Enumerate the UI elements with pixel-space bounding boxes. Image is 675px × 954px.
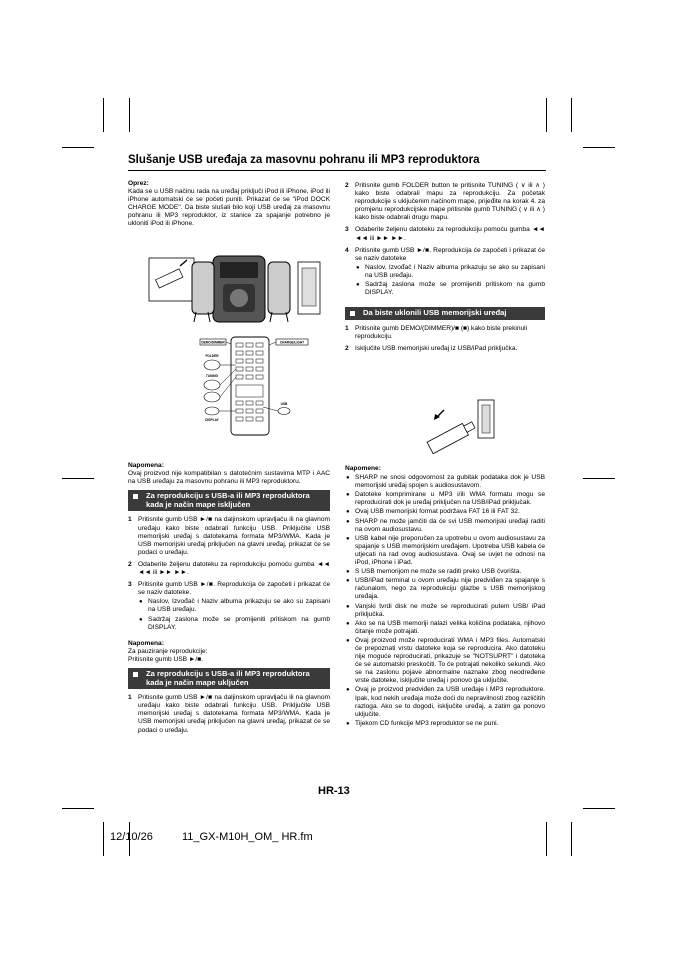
left-column-top xyxy=(128,180,330,229)
crop-mark xyxy=(546,98,547,132)
step-item: 1 Pritisnite gumb DEMO/(DIMMER)/■ (■) kako biste prekinuli reprodukciju. xyxy=(345,324,528,340)
banner1-text: Za reprodukciju s USB-a ili MP3 reproduktora kada je način mape isključen xyxy=(146,491,310,509)
crop-mark xyxy=(571,98,572,132)
step-item: 1 Pritisnite gumb USB ►/■ na daljinskom upravljaču ili na glavnom uređaju kako biste odabrali funkciju USB. Priključite USB memorijski uređaj s datotekama formata MP3/WMA. Kada je USB memorijski uređaj priključen na glavni uređaj, prikazat će se podaci o uređaju. xyxy=(128,516,330,556)
right-column xyxy=(345,182,545,353)
crop-mark xyxy=(129,98,130,132)
bullet-text: Naslov, Izvođač i Naziv albuma prikazuju se ako su zapisani na USB uređaju. xyxy=(148,598,330,614)
crop-mark xyxy=(571,822,572,856)
footer-date: 12/10/26 xyxy=(110,831,153,843)
note-text: Ovaj proizvod može reproducirati WMA i MP3 files. Automatski će prepoznati vrstu datoteke koja se reproducira. Ako datoteku nije moguće reproducirati, prikazuje se "NOTSUPRT" i datoteka će se automatski preskočiti. To će potrajati nekoliko sekundi. Ako se na zaslonu pojave abnormalne naznake zbog neodređene vrste datoteke, isključite uređaj i ponovo ga uključite. xyxy=(355,636,545,685)
section-banner xyxy=(128,668,330,689)
note-item xyxy=(345,603,545,619)
usb-device-illustration xyxy=(148,252,324,326)
crop-mark xyxy=(583,808,615,809)
title-rule xyxy=(128,170,546,171)
note-item xyxy=(345,686,545,718)
step-text: Odaberite željenu datoteku za reprodukciju pomoću gumba ◄◄ ◄◄ ili ►► ►►. xyxy=(355,226,545,242)
note-item xyxy=(345,637,545,686)
page-number: HR-13 xyxy=(318,785,350,797)
note2-heading: Napomena: xyxy=(128,639,164,647)
bullet-text: Sadržaj zaslona može se promijeniti pritiskom na gumb DISPLAY. xyxy=(365,281,545,297)
banner3-text: Da biste uklonili USB memorijski uređaj xyxy=(363,308,507,318)
crop-mark xyxy=(62,808,94,809)
crop-mark xyxy=(62,478,94,479)
crop-mark xyxy=(62,147,94,148)
notes-list xyxy=(345,474,545,728)
note-text: SHARP ne može jamčiti da će svi USB memorijski uređaji raditi na ovom audiosustavu. xyxy=(355,517,545,533)
step-text: Pritisnite gumb FOLDER button te pritisnite TUNING ( ∨ ili ∧ ) kako biste odabrali mapu za reprodukciju. Za početak reprodukcije s uključenim načinom mape, prijeđite na korak 4. za promjenu reprodukcijske mape pritisnite gumb TUNING ( ∨ ili ∧ ) kako biste odabrali drugu mapu. xyxy=(355,182,545,222)
remote-control-illustration xyxy=(198,335,320,437)
step-item: 2 Odaberite željenu datoteku za reprodukciju pomoću gumba ◄◄ ◄◄ ili ►► ►►. xyxy=(128,560,330,577)
page-title: Slušanje USB uređaja za masovnu pohranu ili MP3 reproduktora xyxy=(128,154,480,166)
step-item: 3 Pritisnite gumb USB ►/■. Reprodukcija će započeti i prikazat će se naziv datoteke. xyxy=(128,581,330,597)
crop-mark xyxy=(583,478,615,479)
caution-text: Kada se u USB načinu rada na uređaj priključi iPod ili iPhone, iPod ili iPhone automatski će se početi puniti. Prikazat će se "iPod DOCK CHARGE MODE". Da biste slušali bilo koji USB uređaj za masovnu pohranu ili MP3 reproduktor, iz stanice za spajanje potrebno je ukloniti iPod ili iPhone. xyxy=(128,188,330,228)
note-item xyxy=(345,720,545,728)
note-text: S USB memorijom ne može se raditi preko USB čvorišta. xyxy=(355,568,522,576)
note1-heading: Napomena: xyxy=(128,462,164,469)
note-item xyxy=(345,568,545,576)
step-text: Pritisnite gumb USB ►/■. Reprodukcija će započeti i prikazat će se naziv datoteke xyxy=(355,246,545,262)
note-item xyxy=(345,491,545,507)
crop-mark xyxy=(546,822,547,856)
note2-line: Za pauziranje reprodukcije: xyxy=(128,647,208,655)
crop-mark xyxy=(103,822,104,856)
note-text: Ako se na USB memoriji nalazi velika količina podataka, njihovo čitanje može potrajati. xyxy=(355,619,545,635)
note-text: USB kabel nije preporučen za upotrebu u ovom audiosustavu za spajanje s USB memorijskim uređajem. Upotreba USB kabela će utjecati na rad ovog audiosustava. Ovaj se uvjet ne odnosi na iPod, iPhone i iPad. xyxy=(355,534,545,567)
note-text: SHARP ne snosi odgovornost za gubitak podataka dok je USB memorijski uređaj spojen s audiosustavom. xyxy=(355,474,545,490)
note-text: Datoteke komprimirane u MP3 i/ili WMA formatu mogu se reproducirati dok je uređaj priključen na USB/iPad priključak. xyxy=(355,491,545,507)
note-item xyxy=(345,620,545,636)
bullet-item xyxy=(355,264,545,280)
banner2-text: Za reprodukciju s USB-a ili MP3 reproduktora kada je način mape uključen xyxy=(146,668,310,687)
remote-label-charge: CHARGE/LIGHT xyxy=(279,340,305,345)
section-banner xyxy=(345,307,545,320)
section-banner xyxy=(128,490,330,511)
notes-heading: Napomene: xyxy=(345,465,381,472)
step-item: 2 Pritisnite gumb FOLDER button te pritisnite TUNING ( ∨ ili ∧ ) kako biste odabrali mapu za reprodukciju. Za početak reprodukcije s uključenim načinom mape, prijeđite na korak 4. za promjenu reprodukcijske mape pritisnite gumb TUNING ( ∨ ili ∧ ) kako biste odabrali drugu mapu. xyxy=(345,182,545,222)
note-item xyxy=(345,535,545,567)
remote-label-tuning: TUNING xyxy=(205,374,219,378)
step-text: Pritisnite gumb USB ►/■ na daljinskom upravljaču ili na glavnom uređaju kako biste odabrali funkciju USB. Priključite USB memorijski uređaj s datotekama formata MP3/WMA. Kada je USB memorijski uređaj priključen na glavni uređaj, prikazat će se podaci o uređaju. xyxy=(138,694,330,734)
note-text: Ovaj je proizvod predviđen za USB uređaje i MP3 reproduktore. Ipak, kod nekih uređaja može doći do nepravilnosti zbog različitih razloga. Ako se to dogodi, isključite uređaj, a zatim ga ponovo uključite. xyxy=(355,686,545,718)
note-text: Tijekom CD funkcije MP3 reproduktor se ne puni. xyxy=(355,719,499,727)
footer-file: 11_GX-M10H_OM_ HR.fm xyxy=(182,831,313,843)
bullet-text: Sadržaj zaslona može se promijeniti pritiskom na gumb DISPLAY. xyxy=(148,615,330,631)
usb-stick-illustration xyxy=(422,398,508,458)
step-item: 4 Pritisnite gumb USB ►/■. Reprodukcija će započeti i prikazat će se naziv datoteke xyxy=(345,246,545,262)
remote-label-usb: USB xyxy=(280,402,288,406)
step-text: Pritisnite gumb DEMO/(DIMMER)/■ (■) kako biste prekinuli reprodukciju. xyxy=(355,324,528,340)
step-text: Isključite USB memorijski uređaj iz USB/iPad priključka. xyxy=(355,345,518,352)
step-item: 1 Pritisnite gumb USB ►/■ na daljinskom upravljaču ili na glavnom uređaju kako biste odabrali funkciju USB. Priključite USB memorijski uređaj s datotekama formata MP3/WMA. Kada je USB memorijski uređaj priključen na glavni uređaj, prikazat će se podaci o uređaju. xyxy=(128,694,330,734)
note-text: Vanjski tvrdi disk ne može se reproducirati putem USB/ iPad priključka. xyxy=(355,602,545,618)
remote-label-display: DISPLAY xyxy=(205,418,219,422)
note-text: USB/iPad terminal u ovom uređaju nije predviđen za spajanje s računalom, nego za reprodukciju glazbe s USB memorijskog uređaja. xyxy=(355,577,545,601)
note-item xyxy=(345,518,545,534)
left-column-bottom xyxy=(128,462,330,735)
remote-label-folder: FOLDER xyxy=(205,354,219,358)
step-text: Pritisnite gumb USB ►/■. Reprodukcija će započeti i prikazat će se naziv datoteke. xyxy=(138,581,330,597)
step-item: 2 Isključite USB memorijski uređaj iz USB/iPad priključka. xyxy=(345,345,518,352)
note-item xyxy=(345,474,545,490)
note-item xyxy=(345,577,545,601)
step-text: Pritisnite gumb USB ►/■ na daljinskom upravljaču ili na glavnom uređaju kako biste odabrali funkciju USB. Priključite USB memorijski uređaj s datotekama formata MP3/WMA. Kada je USB memorijski uređaj priključen na glavni uređaj, prikazat će se podaci o uređaju. xyxy=(138,516,330,556)
note1-text: Ovaj proizvod nije kompatibilan s datotečnim sustavima MTP i AAC na USB uređaju za masovnu pohranu ili MP3 reproduktoru. xyxy=(128,470,330,486)
step-text: Odaberite željenu datoteku za reprodukciju pomoću gumba ◄◄ ◄◄ ili ►► ►►. xyxy=(138,560,330,577)
crop-mark xyxy=(583,147,615,148)
remote-label-demo: DEMO/DIMMER xyxy=(201,340,225,345)
bullet-item xyxy=(138,598,330,614)
bullet-text: Naslov, Izvođač i Naziv albuma prikazuju se ako su zapisani na USB uređaju. xyxy=(365,263,545,279)
caution-heading: Oprez: xyxy=(128,180,149,187)
step-item: 3 Odaberite željenu datoteku za reprodukciju pomoću gumba ◄◄ ◄◄ ili ►► ►►. xyxy=(345,226,545,242)
note-text: Ovaj USB memorijski format podržava FAT 16 ili FAT 32. xyxy=(355,508,520,516)
note2-line: Pritisnite gumb USB ►/■. xyxy=(128,655,204,663)
notes-section xyxy=(345,465,545,728)
note-item xyxy=(345,508,545,516)
crop-mark xyxy=(103,98,104,132)
bullet-item xyxy=(355,281,545,297)
bullet-item xyxy=(138,616,330,632)
